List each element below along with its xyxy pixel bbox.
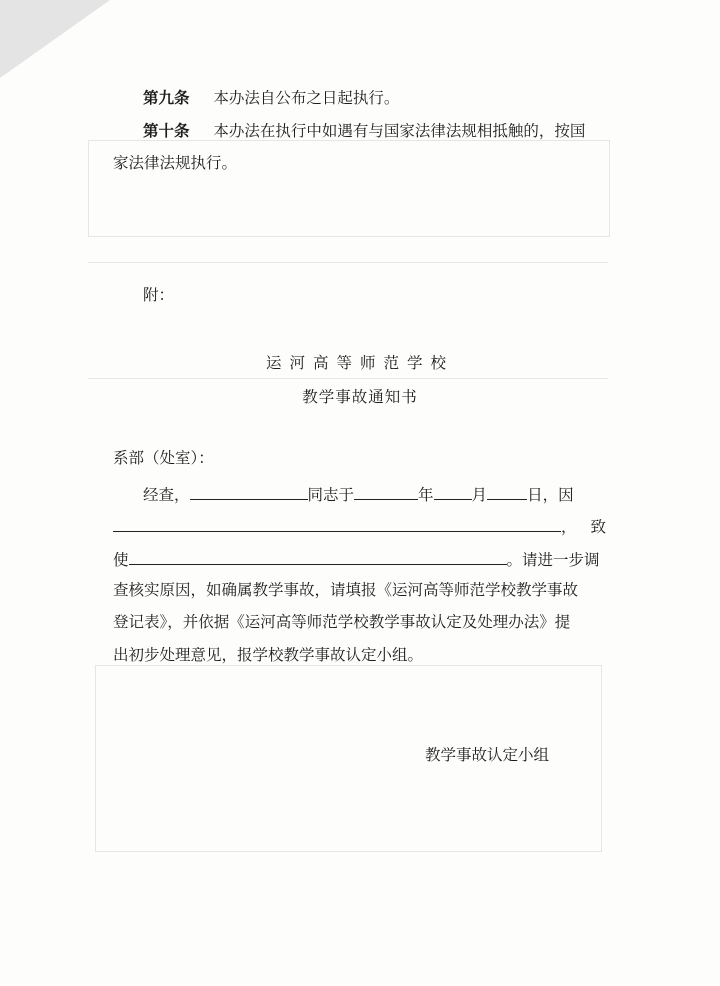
notice-title: 教学事故通知书 — [302, 388, 418, 406]
line1-year: 年 — [418, 486, 434, 504]
bleed-through-line — [88, 378, 608, 379]
line1-tongzhi: 同志于 — [307, 486, 355, 504]
line3-prefix: 使 — [113, 551, 129, 569]
folded-corner — [0, 0, 110, 78]
article-10-label: 第十条 — [143, 121, 190, 140]
line1-prefix: 经查， — [143, 486, 190, 504]
recipient-line: 系部（处室）： — [113, 449, 214, 467]
notice-line-3 — [113, 548, 600, 570]
notice-line-1 — [143, 483, 574, 505]
line1-day: 日，因 — [527, 486, 574, 504]
article-9-label: 第九条 — [143, 88, 190, 107]
article-10-text-line1: 本办法在执行中如遇有与国家法律法规相抵触的，按国 — [213, 122, 586, 140]
year-blank[interactable] — [354, 483, 418, 500]
line2-suffix: ，致 — [561, 518, 621, 536]
notice-line-5: 登记表》，并依据《运河高等师范学校教学事故认定及处理办法》提 — [113, 613, 571, 631]
article-10 — [143, 121, 585, 141]
name-blank[interactable] — [190, 483, 308, 500]
notice-line-4: 查核实原因，如确属教学事故，请填报《运河高等师范学校教学事故 — [113, 581, 579, 599]
article-9 — [143, 88, 399, 108]
month-blank[interactable] — [434, 483, 472, 500]
notice-line-6: 出初步处理意见，报学校教学事故认定小组。 — [113, 646, 424, 664]
school-name: 运河高等师范学校 — [265, 354, 454, 372]
attachment-label: 附： — [143, 286, 175, 304]
signature: 教学事故认定小组 — [425, 746, 550, 764]
notice-line-2 — [113, 515, 620, 537]
line1-month: 月 — [471, 486, 488, 504]
bleed-through-line — [88, 262, 608, 263]
line3-suffix: 。请进一步调 — [506, 551, 600, 569]
consequence-blank[interactable] — [129, 548, 507, 565]
article-10-line2: 家法律法规执行。 — [113, 154, 238, 172]
reason-blank[interactable] — [113, 515, 561, 532]
day-blank[interactable] — [487, 483, 527, 500]
article-9-text: 本办法自公布之日起执行。 — [213, 89, 400, 107]
